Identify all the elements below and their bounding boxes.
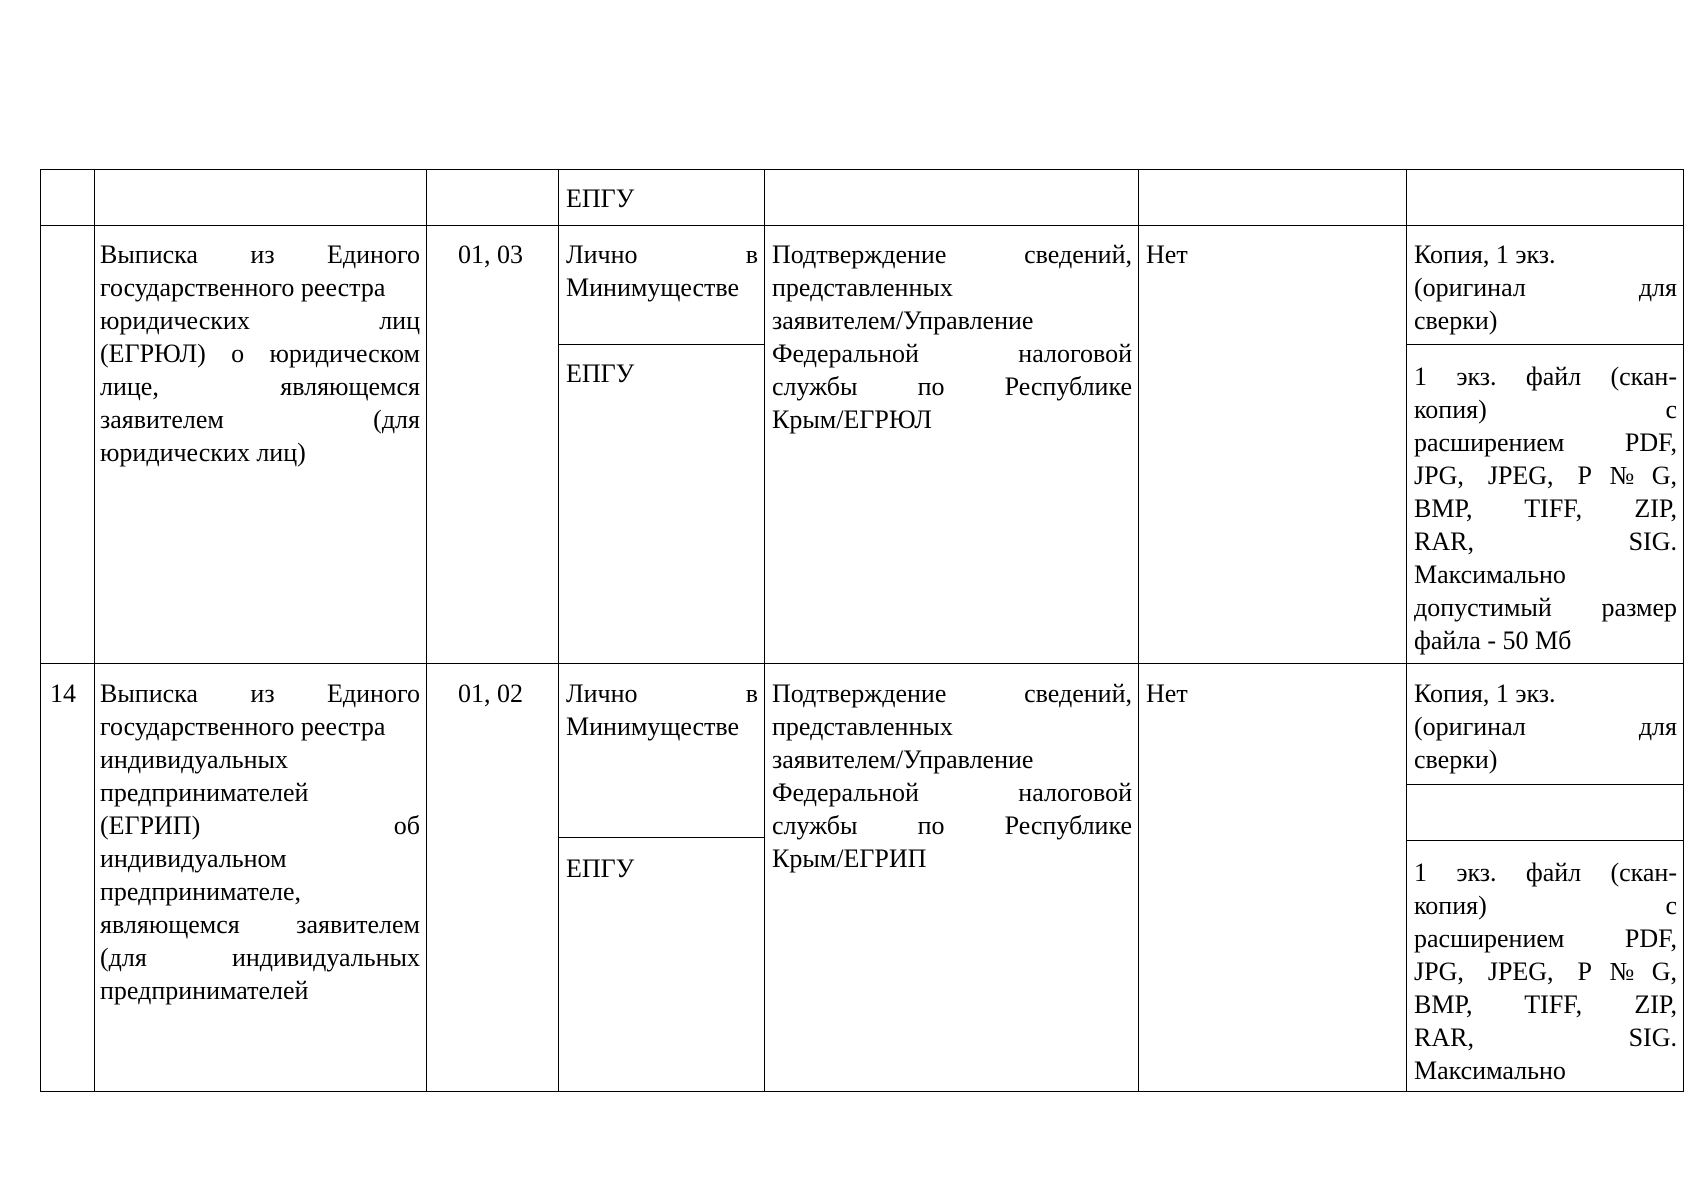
egrul-method-line: Лично в xyxy=(566,240,758,269)
col-line-1 xyxy=(94,169,95,1092)
table-border-bottom xyxy=(40,1091,1684,1092)
row-divider-1 xyxy=(40,225,1684,226)
row-divider-2 xyxy=(40,663,1684,664)
egrip-purpose-line: представленных xyxy=(772,712,953,741)
egrul-doc-line: государственного реестра xyxy=(100,273,386,302)
egrip-file-line: BMP, TIFF, ZIP, xyxy=(1414,990,1677,1019)
egrip-doc-line: Выписка из Единого xyxy=(100,679,420,708)
egrip-doc-line: являющемся заявителем xyxy=(100,910,420,939)
egrip-doc-line: предпринимателей xyxy=(100,976,309,1005)
egrip-doc-line: индивидуальных xyxy=(100,745,289,774)
col-line-7 xyxy=(1683,169,1684,1092)
egrul-codes: 01, 03 xyxy=(458,240,523,269)
table-border-top xyxy=(40,169,1684,170)
egrul-method-divider xyxy=(558,344,764,345)
egrul-required: Нет xyxy=(1146,240,1188,269)
egrip-file-line: JPG, JPEG, P№G, xyxy=(1414,957,1677,986)
egrul-copy-line: (оригинал для xyxy=(1414,273,1677,302)
egrip-purpose-line: Федеральной налоговой xyxy=(772,778,1132,807)
egrip-file-line: копия) с xyxy=(1414,891,1677,920)
egrul-purpose-line: Подтверждение сведений, xyxy=(772,240,1132,269)
egrul-file xyxy=(1414,360,1677,657)
egrip-doc-line: (для индивидуальных xyxy=(100,943,420,972)
egrip-method-line: Минимуществе xyxy=(566,712,740,741)
egrul-purpose-line: представленных xyxy=(772,273,953,302)
egrul-file-line: JPG, JPEG, P№G, xyxy=(1414,461,1677,490)
egrul-method-epgu: ЕПГУ xyxy=(566,359,635,388)
top-row-method-epgu: ЕПГУ xyxy=(566,184,635,213)
egrul-file-line: BMP, TIFF, ZIP, xyxy=(1414,494,1677,523)
egrul-purpose-line: Крым/ЕГРЮЛ xyxy=(772,405,932,434)
egrul-file-line: файла - 50 Мб xyxy=(1414,626,1572,655)
egrip-doc-line: предпринимателе, xyxy=(100,877,302,906)
egrip-row-number: 14 xyxy=(50,679,76,708)
col-line-0 xyxy=(40,169,41,1092)
egrip-doc-line: (ЕГРИП) об xyxy=(100,811,420,840)
egrul-file-line: копия) с xyxy=(1414,395,1677,424)
egrip-copy xyxy=(1414,677,1677,776)
egrip-purpose-line: Подтверждение сведений, xyxy=(772,679,1132,708)
egrip-method-personal xyxy=(566,677,758,743)
egrul-purpose xyxy=(772,238,1132,436)
egrul-doc-line: Выписка из Единого xyxy=(100,240,420,269)
egrul-doc-line: юридических лиц xyxy=(100,306,420,335)
egrip-copy-line: сверки) xyxy=(1414,745,1498,774)
egrip-copy-divider-1 xyxy=(1406,784,1683,785)
egrul-document-name xyxy=(100,238,420,469)
egrul-copy xyxy=(1414,238,1677,337)
egrul-method-personal xyxy=(566,238,758,304)
egrip-file-line: расширением PDF, xyxy=(1414,924,1677,953)
egrip-purpose-line: службы по Республике xyxy=(772,811,1132,840)
egrip-codes: 01, 02 xyxy=(458,679,523,708)
egrip-required: Нет xyxy=(1146,679,1188,708)
egrip-purpose-line: заявителем/Управление xyxy=(772,745,1034,774)
egrul-purpose-line: Федеральной налоговой xyxy=(772,339,1132,368)
egrul-doc-line: юридических лиц) xyxy=(100,438,306,467)
col-line-2 xyxy=(426,169,427,1092)
egrip-file-line: 1 экз. файл (скан- xyxy=(1414,858,1677,887)
col-line-6 xyxy=(1406,169,1407,1092)
egrip-doc-line: предпринимателей xyxy=(100,778,309,807)
egrul-file-line: расширением PDF, xyxy=(1414,428,1677,457)
egrul-file-line: Максимально xyxy=(1414,560,1566,589)
egrul-file-line: RAR, SIG. xyxy=(1414,527,1677,556)
egrul-copy-line: Копия, 1 экз. xyxy=(1414,240,1556,269)
egrul-copy-line: сверки) xyxy=(1414,306,1498,335)
egrip-purpose-line: Крым/ЕГРИП xyxy=(772,844,927,873)
egrul-purpose-line: заявителем/Управление xyxy=(772,306,1034,335)
egrip-document-name xyxy=(100,677,420,1007)
egrip-file-line: RAR, SIG. xyxy=(1414,1023,1677,1052)
egrul-purpose-line: службы по Республике xyxy=(772,372,1132,401)
egrip-copy-line: Копия, 1 экз. xyxy=(1414,679,1556,708)
egrip-copy-line: (оригинал для xyxy=(1414,712,1677,741)
egrip-file-line: Максимально xyxy=(1414,1056,1566,1085)
egrip-method-divider xyxy=(558,837,764,838)
egrul-doc-line: заявителем (для xyxy=(100,405,420,434)
egrip-file xyxy=(1414,856,1677,1087)
col-line-3 xyxy=(558,169,559,1092)
egrip-doc-line: индивидуальном xyxy=(100,844,287,873)
egrip-purpose xyxy=(772,677,1132,875)
egrip-method-epgu: ЕПГУ xyxy=(566,854,635,883)
col-line-4 xyxy=(764,169,765,1092)
egrip-copy-divider-2 xyxy=(1406,840,1683,841)
egrul-copy-divider xyxy=(1406,344,1683,345)
egrul-method-line: Минимуществе xyxy=(566,273,740,302)
egrul-file-line: 1 экз. файл (скан- xyxy=(1414,362,1677,391)
egrul-doc-line: лице, являющемся xyxy=(100,372,420,401)
col-line-5 xyxy=(1138,169,1139,1092)
egrip-doc-line: государственного реестра xyxy=(100,712,386,741)
egrul-file-line: допустимый размер xyxy=(1414,593,1677,622)
egrip-method-line: Лично в xyxy=(566,679,758,708)
egrul-doc-line: (ЕГРЮЛ) о юридическом xyxy=(100,339,420,368)
